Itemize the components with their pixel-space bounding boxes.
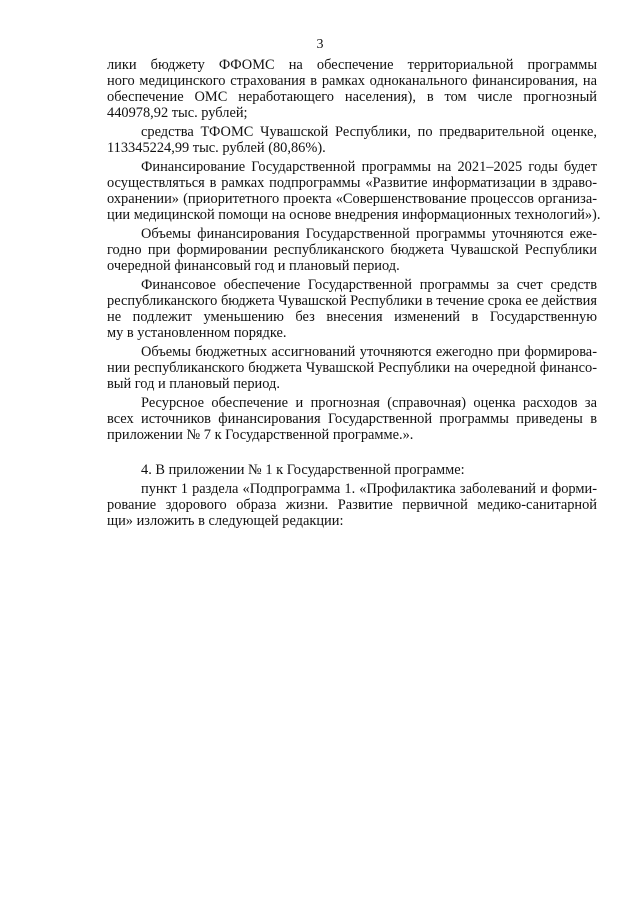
- text-line: 113345224,99 тыс. рублей (80,86%).: [107, 140, 326, 156]
- text-line: нии республиканского бюджета Чувашской Республики на очередной финансо-: [107, 360, 597, 376]
- section-gap: [107, 446, 597, 462]
- text-line: рование здорового образа жизни. Развитие первичной медико-санитарной: [107, 497, 597, 513]
- text-line: лики бюджету ФФОМС на обеспечение территориальной программы: [107, 57, 597, 73]
- text-line: му в установленном порядке.: [107, 325, 287, 341]
- paragraph-continuation: [107, 57, 597, 121]
- text-line: ного медицинского страхования в рамках одноканального финансирования, на: [107, 73, 597, 89]
- paragraph-volumes: [107, 226, 597, 274]
- text-line: пункт 1 раздела «Подпрограмма 1. «Профилактика заболеваний и форми-: [141, 481, 597, 497]
- text-line: вый год и плановый период.: [107, 376, 280, 392]
- text-line: республиканского бюджета Чувашской Республики в течение срока ее действия: [107, 293, 597, 309]
- text-line: Финансирование Государственной программы на 2021–2025 годы будет: [141, 159, 597, 175]
- text-line: осуществляться в рамках подпрограммы «Развитие информатизации в здраво-: [107, 175, 597, 191]
- text-line: очередной финансовый год и плановый период.: [107, 258, 400, 274]
- paragraph-item-4: [107, 462, 597, 478]
- text-line: обеспечение ОМС неработающего населения), в том числе прогнозный: [107, 89, 597, 105]
- text-line: охранении» (приоритетного проекта «Совершенствование процессов организа-: [107, 191, 597, 207]
- text-line: Объемы финансирования Государственной программы уточняются еже-: [141, 226, 597, 242]
- text-line: 440978,92 тыс. рублей;: [107, 105, 248, 121]
- page-number: 3: [316, 37, 324, 52]
- text-line: приложении № 7 к Государственной программе.».: [107, 427, 414, 443]
- paragraph-item-4-clause: [107, 481, 597, 529]
- paragraph-allocations: [107, 344, 597, 392]
- text-line: Финансовое обеспечение Государственной программы за счет средств: [141, 277, 597, 293]
- text-line: средства ТФОМС Чувашской Республики, по предварительной оценке,: [141, 124, 597, 140]
- text-line: щи» изложить в следующей редакции:: [107, 513, 344, 529]
- text-line: не подлежит уменьшению без внесения изменений в Государственную: [107, 309, 597, 325]
- text-line: всех источников финансирования Государственной программы приведены в: [107, 411, 597, 427]
- document-body: [107, 57, 601, 532]
- paragraph-tfoms: [107, 124, 597, 156]
- paragraphs-block: [107, 57, 601, 443]
- text-line: Ресурсное обеспечение и прогнозная (справочная) оценка расходов за: [141, 395, 597, 411]
- text-line: 4. В приложении № 1 к Государственной программе:: [141, 462, 465, 478]
- section-4-block: [107, 462, 597, 529]
- text-line: Объемы бюджетных ассигнований уточняются ежегодно при формирова-: [141, 344, 597, 360]
- paragraph-republican-budget: [107, 277, 597, 341]
- text-line: ции медицинской помощи на основе внедрения информационных технологий»).: [107, 207, 601, 223]
- paragraph-resource-support: [107, 395, 597, 443]
- paragraph-financing-2021-2025: [107, 159, 601, 223]
- text-line: годно при формировании республиканского бюджета Чувашской Республики: [107, 242, 597, 258]
